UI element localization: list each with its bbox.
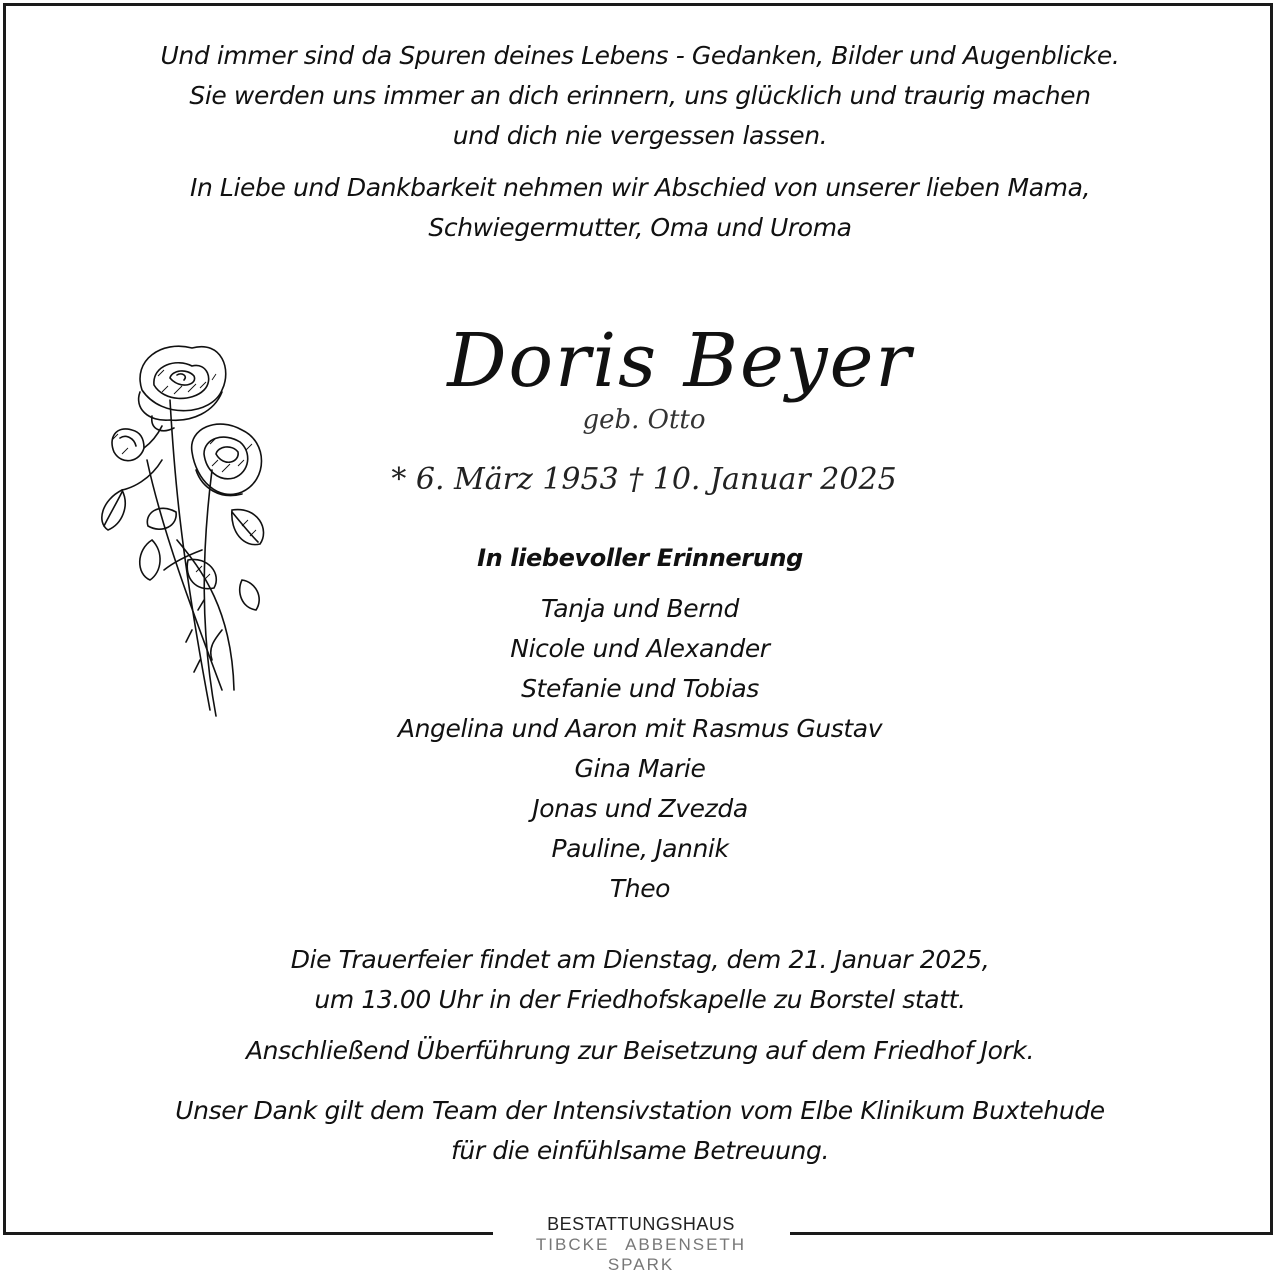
deceased-name: Doris Beyer: [447, 318, 913, 404]
funeral-home-logo: [496, 1212, 786, 1274]
service-line-1: Die Trauerfeier findet am Dienstag, dem 21. Januar 2025,: [290, 945, 990, 974]
intro-line-2: Sie werden uns immer an dich erinnern, uns glücklich und traurig machen: [189, 81, 1091, 110]
intro-line-1: Und immer sind da Spuren deines Lebens - Gedanken, Bilder und Augenblicke.: [160, 41, 1120, 70]
thanks-line-1: Unser Dank gilt dem Team der Intensivstation vom Elbe Klinikum Buxtehude: [175, 1096, 1105, 1125]
family-line-4: Angelina und Aaron mit Rasmus Gustav: [397, 714, 883, 743]
farewell-line-1: In Liebe und Dankbarkeit nehmen wir Abschied von unserer lieben Mama,: [189, 173, 1091, 202]
remembrance-heading: In liebevoller Erinnerung: [477, 544, 803, 572]
intro-line-3: und dich nie vergessen lassen.: [452, 121, 828, 150]
family-line-3: Stefanie und Tobias: [521, 674, 759, 703]
logo-subtitle: TIBCKE ABBENSETH SPARK: [535, 1235, 747, 1274]
family-line-5: Gina Marie: [574, 754, 706, 783]
family-line-7: Pauline, Jannik: [551, 834, 729, 863]
family-line-8: Theo: [609, 874, 671, 903]
maiden-name: geb. Otto: [582, 405, 706, 435]
farewell-line-2: Schwiegermutter, Oma und Uroma: [428, 213, 852, 242]
border-bottom-left: [3, 1232, 493, 1235]
family-line-2: Nicole und Alexander: [510, 634, 770, 663]
life-dates: * 6. März 1953 † 10. Januar 2025: [391, 462, 897, 497]
burial-line: Anschließend Überführung zur Beisetzung auf dem Friedhof Jork.: [245, 1036, 1034, 1065]
family-line-1: Tanja und Bernd: [540, 594, 740, 623]
service-line-2: um 13.00 Uhr in der Friedhofskapelle zu Borstel statt.: [314, 985, 966, 1014]
border-bottom-right: [790, 1232, 1273, 1235]
thanks-line-2: für die einfühlsame Betreuung.: [451, 1136, 829, 1165]
family-line-6: Jonas und Zvezda: [532, 794, 748, 823]
logo-title: BESTATTUNGSHAUS: [547, 1214, 735, 1234]
